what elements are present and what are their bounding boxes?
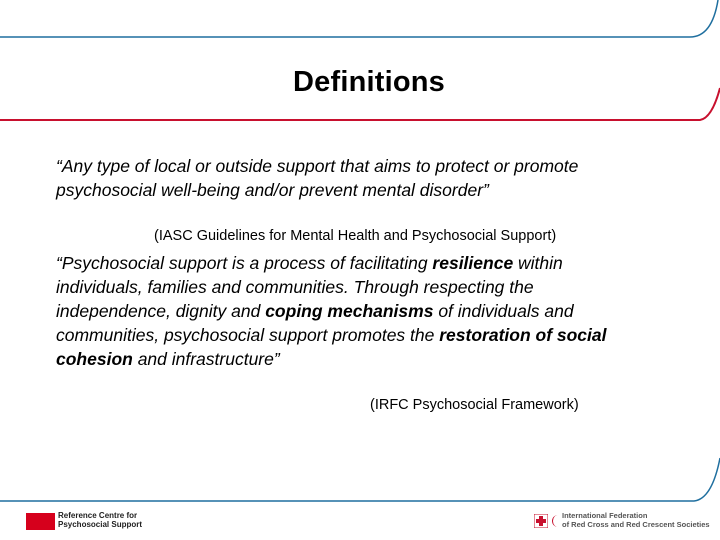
reference-centre-line2: Psychosocial Support	[58, 519, 143, 529]
quote-irfc-part: within individuals, families and communities. Through respecting the independence, dignity and	[56, 253, 563, 321]
ifrc-logo-text	[562, 512, 710, 529]
quote-iasc: “Any type of local or outside support that aims to protect or promote psychosocial well-being and/or prevent mental disorder”	[56, 156, 579, 200]
quote-irfc-part: of individuals and communities, psychosocial support promotes the	[56, 301, 574, 345]
quote-irfc-part: “Psychosocial support is a process of facilitating	[56, 253, 433, 273]
red-cross-icon	[534, 514, 548, 528]
reference-centre-mark-icon	[26, 513, 55, 530]
ifrc-line2: of Red Cross and Red Crescent Societies	[562, 519, 710, 529]
emphasis-coping-mechanisms: coping mechanisms	[265, 301, 434, 321]
quote-irfc	[56, 251, 616, 371]
reference-centre-line1: Reference Centre for	[58, 511, 138, 520]
quote-irfc-source: (IRFC Psychosocial Framework)	[370, 397, 579, 413]
quote-irfc-part: and infrastructure”	[132, 349, 280, 369]
ifrc-line1: International Federation	[562, 511, 648, 520]
reference-centre-logo-text	[58, 512, 148, 529]
quote-iasc-source: (IASC Guidelines for Mental Health and Psychosocial Support)	[154, 228, 557, 244]
red-crescent-icon	[549, 514, 561, 528]
emphasis-restoration: restoration of social cohesion	[56, 325, 607, 369]
emphasis-resilience: resilience	[432, 253, 514, 273]
slide-title: Definitions	[292, 66, 446, 98]
